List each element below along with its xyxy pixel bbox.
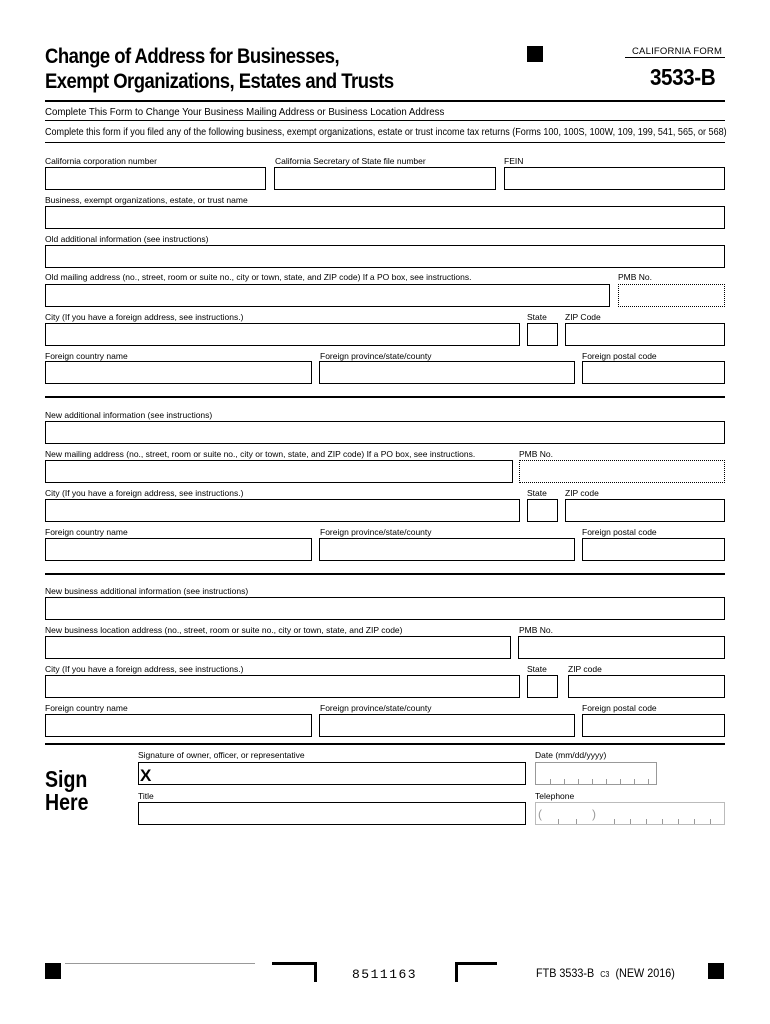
new-pmb-field[interactable] — [519, 460, 725, 483]
old-state-field[interactable] — [527, 323, 558, 346]
old-foreign-province-label: Foreign province/state/county — [320, 351, 432, 361]
new-city-label: City (If you have a foreign address, see instructions.) — [45, 488, 244, 498]
old-mailing-address-field[interactable] — [45, 284, 610, 307]
sos-file-number-label: California Secretary of State file number — [275, 156, 426, 166]
telephone-digit-tick — [678, 819, 679, 824]
sos-file-number-field[interactable] — [274, 167, 496, 190]
new-zip-field[interactable] — [565, 499, 725, 522]
new-business-city-label: City (If you have a foreign address, see instructions.) — [45, 664, 244, 674]
barcode-bracket-left — [272, 962, 317, 982]
footer-form-code: C3 — [600, 970, 610, 979]
old-additional-info-label: Old additional information (see instructions) — [45, 234, 209, 244]
new-additional-info-label: New additional information (see instructions) — [45, 410, 213, 420]
old-mailing-address-label: Old mailing address (no., street, room or suite no., city or town, state, and ZIP code) If a PO box, see instructions. — [45, 272, 472, 282]
corp-number-label: California corporation number — [45, 156, 157, 166]
new-business-foreign-postal-label: Foreign postal code — [582, 703, 657, 713]
telephone-digit-tick — [710, 819, 711, 824]
date-digit-tick — [592, 779, 593, 784]
telephone-close-paren: ) — [592, 807, 596, 821]
new-foreign-postal-label: Foreign postal code — [582, 527, 657, 537]
telephone-label: Telephone — [535, 791, 575, 801]
new-foreign-country-field[interactable] — [45, 538, 312, 561]
registration-mark-bottom-right — [708, 963, 724, 979]
date-digit-tick — [564, 779, 565, 784]
new-business-city-field[interactable] — [45, 675, 520, 698]
date-digit-tick — [578, 779, 579, 784]
form-number: 3533-B — [650, 64, 716, 90]
registration-mark-bottom-left — [45, 963, 61, 979]
old-pmb-field[interactable] — [618, 284, 725, 307]
date-label: Date (mm/dd/yyyy) — [535, 750, 607, 760]
new-business-zip-field[interactable] — [568, 675, 725, 698]
new-business-zip-label: ZIP code — [568, 664, 602, 674]
old-zip-label: ZIP Code — [565, 312, 601, 322]
new-foreign-province-field[interactable] — [319, 538, 575, 561]
new-business-pmb-field[interactable] — [518, 636, 725, 659]
form-instructions: Complete this form if you filed any of the following business, exempt organizations, estate or trust income tax returns (Forms 100, 100S, 100W, 109, 199, 541, 565, or 568) — [45, 126, 727, 138]
signature-x-mark: X — [140, 766, 152, 785]
new-foreign-country-label: Foreign country name — [45, 527, 128, 537]
signature-label: Signature of owner, officer, or representative — [138, 750, 305, 760]
old-pmb-label: PMB No. — [618, 272, 653, 282]
footer-edition: (NEW 2016) — [615, 966, 675, 980]
old-city-label: City (If you have a foreign address, see instructions.) — [45, 312, 244, 322]
telephone-digit-tick — [558, 819, 559, 824]
telephone-digit-tick — [614, 819, 615, 824]
new-additional-info-field[interactable] — [45, 421, 725, 444]
new-business-foreign-country-label: Foreign country name — [45, 703, 128, 713]
telephone-open-paren: ( — [538, 807, 542, 821]
old-foreign-country-label: Foreign country name — [45, 351, 128, 361]
date-digit-tick — [606, 779, 607, 784]
date-digit-tick — [634, 779, 635, 784]
form-title-line-1: Change of Address for Businesses, — [45, 45, 340, 68]
new-mailing-address-label: New mailing address (no., street, room or suite no., city or town, state, and ZIP code) If a PO box, see instructions. — [45, 449, 476, 459]
form-title-line-2: Exempt Organizations, Estates and Trusts — [45, 70, 394, 93]
telephone-digit-tick — [576, 819, 577, 824]
section-divider-2 — [45, 573, 725, 575]
subtitle-rule — [45, 120, 725, 121]
sign-here-line-2: Here — [45, 789, 89, 815]
form-footer-id — [536, 966, 675, 980]
form-subtitle: Complete This Form to Change Your Business Mailing Address or Business Location Address — [45, 106, 445, 118]
new-business-foreign-province-field[interactable] — [319, 714, 575, 737]
new-business-location-field[interactable] — [45, 636, 511, 659]
section-divider-1 — [45, 396, 725, 398]
barcode-bracket-right — [455, 962, 497, 982]
old-additional-info-field[interactable] — [45, 245, 725, 268]
old-foreign-postal-field[interactable] — [582, 361, 725, 384]
new-business-foreign-province-label: Foreign province/state/county — [320, 703, 432, 713]
new-business-additional-info-label: New business additional information (see instructions) — [45, 586, 249, 596]
new-business-foreign-country-field[interactable] — [45, 714, 312, 737]
telephone-digit-tick — [694, 819, 695, 824]
fein-label: FEIN — [504, 156, 524, 166]
old-foreign-province-field[interactable] — [319, 361, 575, 384]
old-foreign-postal-label: Foreign postal code — [582, 351, 657, 361]
telephone-digit-tick — [630, 819, 631, 824]
new-zip-label: ZIP code — [565, 488, 599, 498]
fein-field[interactable] — [504, 167, 725, 190]
new-city-field[interactable] — [45, 499, 520, 522]
old-zip-field[interactable] — [565, 323, 725, 346]
new-foreign-province-label: Foreign province/state/county — [320, 527, 432, 537]
sign-here-line-1: Sign — [45, 766, 88, 792]
instructions-rule — [45, 142, 725, 143]
old-city-field[interactable] — [45, 323, 520, 346]
title-label: Title — [138, 791, 154, 801]
new-state-label: State — [527, 488, 547, 498]
new-business-location-label: New business location address (no., street, room or suite no., city or town, state, and ZIP code) — [45, 625, 403, 635]
business-name-field[interactable] — [45, 206, 725, 229]
new-pmb-label: PMB No. — [519, 449, 554, 459]
barcode-number: 8511163 — [352, 967, 418, 982]
header-divider — [625, 57, 725, 58]
signature-field[interactable] — [138, 762, 526, 785]
new-business-foreign-postal-field[interactable] — [582, 714, 725, 737]
california-form-label: CALIFORNIA FORM — [632, 46, 723, 57]
header-rule — [45, 100, 725, 102]
date-field[interactable] — [535, 762, 657, 785]
form-title — [45, 44, 394, 94]
new-foreign-postal-field[interactable] — [582, 538, 725, 561]
date-digit-tick — [620, 779, 621, 784]
new-business-pmb-label: PMB No. — [519, 625, 554, 635]
new-business-state-field[interactable] — [527, 675, 558, 698]
sign-here-heading — [45, 768, 88, 814]
footer-form-id: FTB 3533-B — [536, 966, 595, 980]
signature-rule — [45, 743, 725, 745]
date-digit-tick — [648, 779, 649, 784]
telephone-field[interactable] — [535, 802, 725, 825]
registration-mark — [527, 46, 543, 62]
corp-number-field[interactable] — [45, 167, 266, 190]
business-name-label: Business, exempt organizations, estate, or trust name — [45, 195, 248, 205]
new-state-field[interactable] — [527, 499, 558, 522]
new-mailing-address-field[interactable] — [45, 460, 513, 483]
new-business-state-label: State — [527, 664, 547, 674]
footer-line — [65, 963, 255, 964]
old-foreign-country-field[interactable] — [45, 361, 312, 384]
old-state-label: State — [527, 312, 547, 322]
date-digit-tick — [550, 779, 551, 784]
telephone-digit-tick — [646, 819, 647, 824]
new-business-additional-info-field[interactable] — [45, 597, 725, 620]
telephone-digit-tick — [662, 819, 663, 824]
title-field[interactable] — [138, 802, 526, 825]
